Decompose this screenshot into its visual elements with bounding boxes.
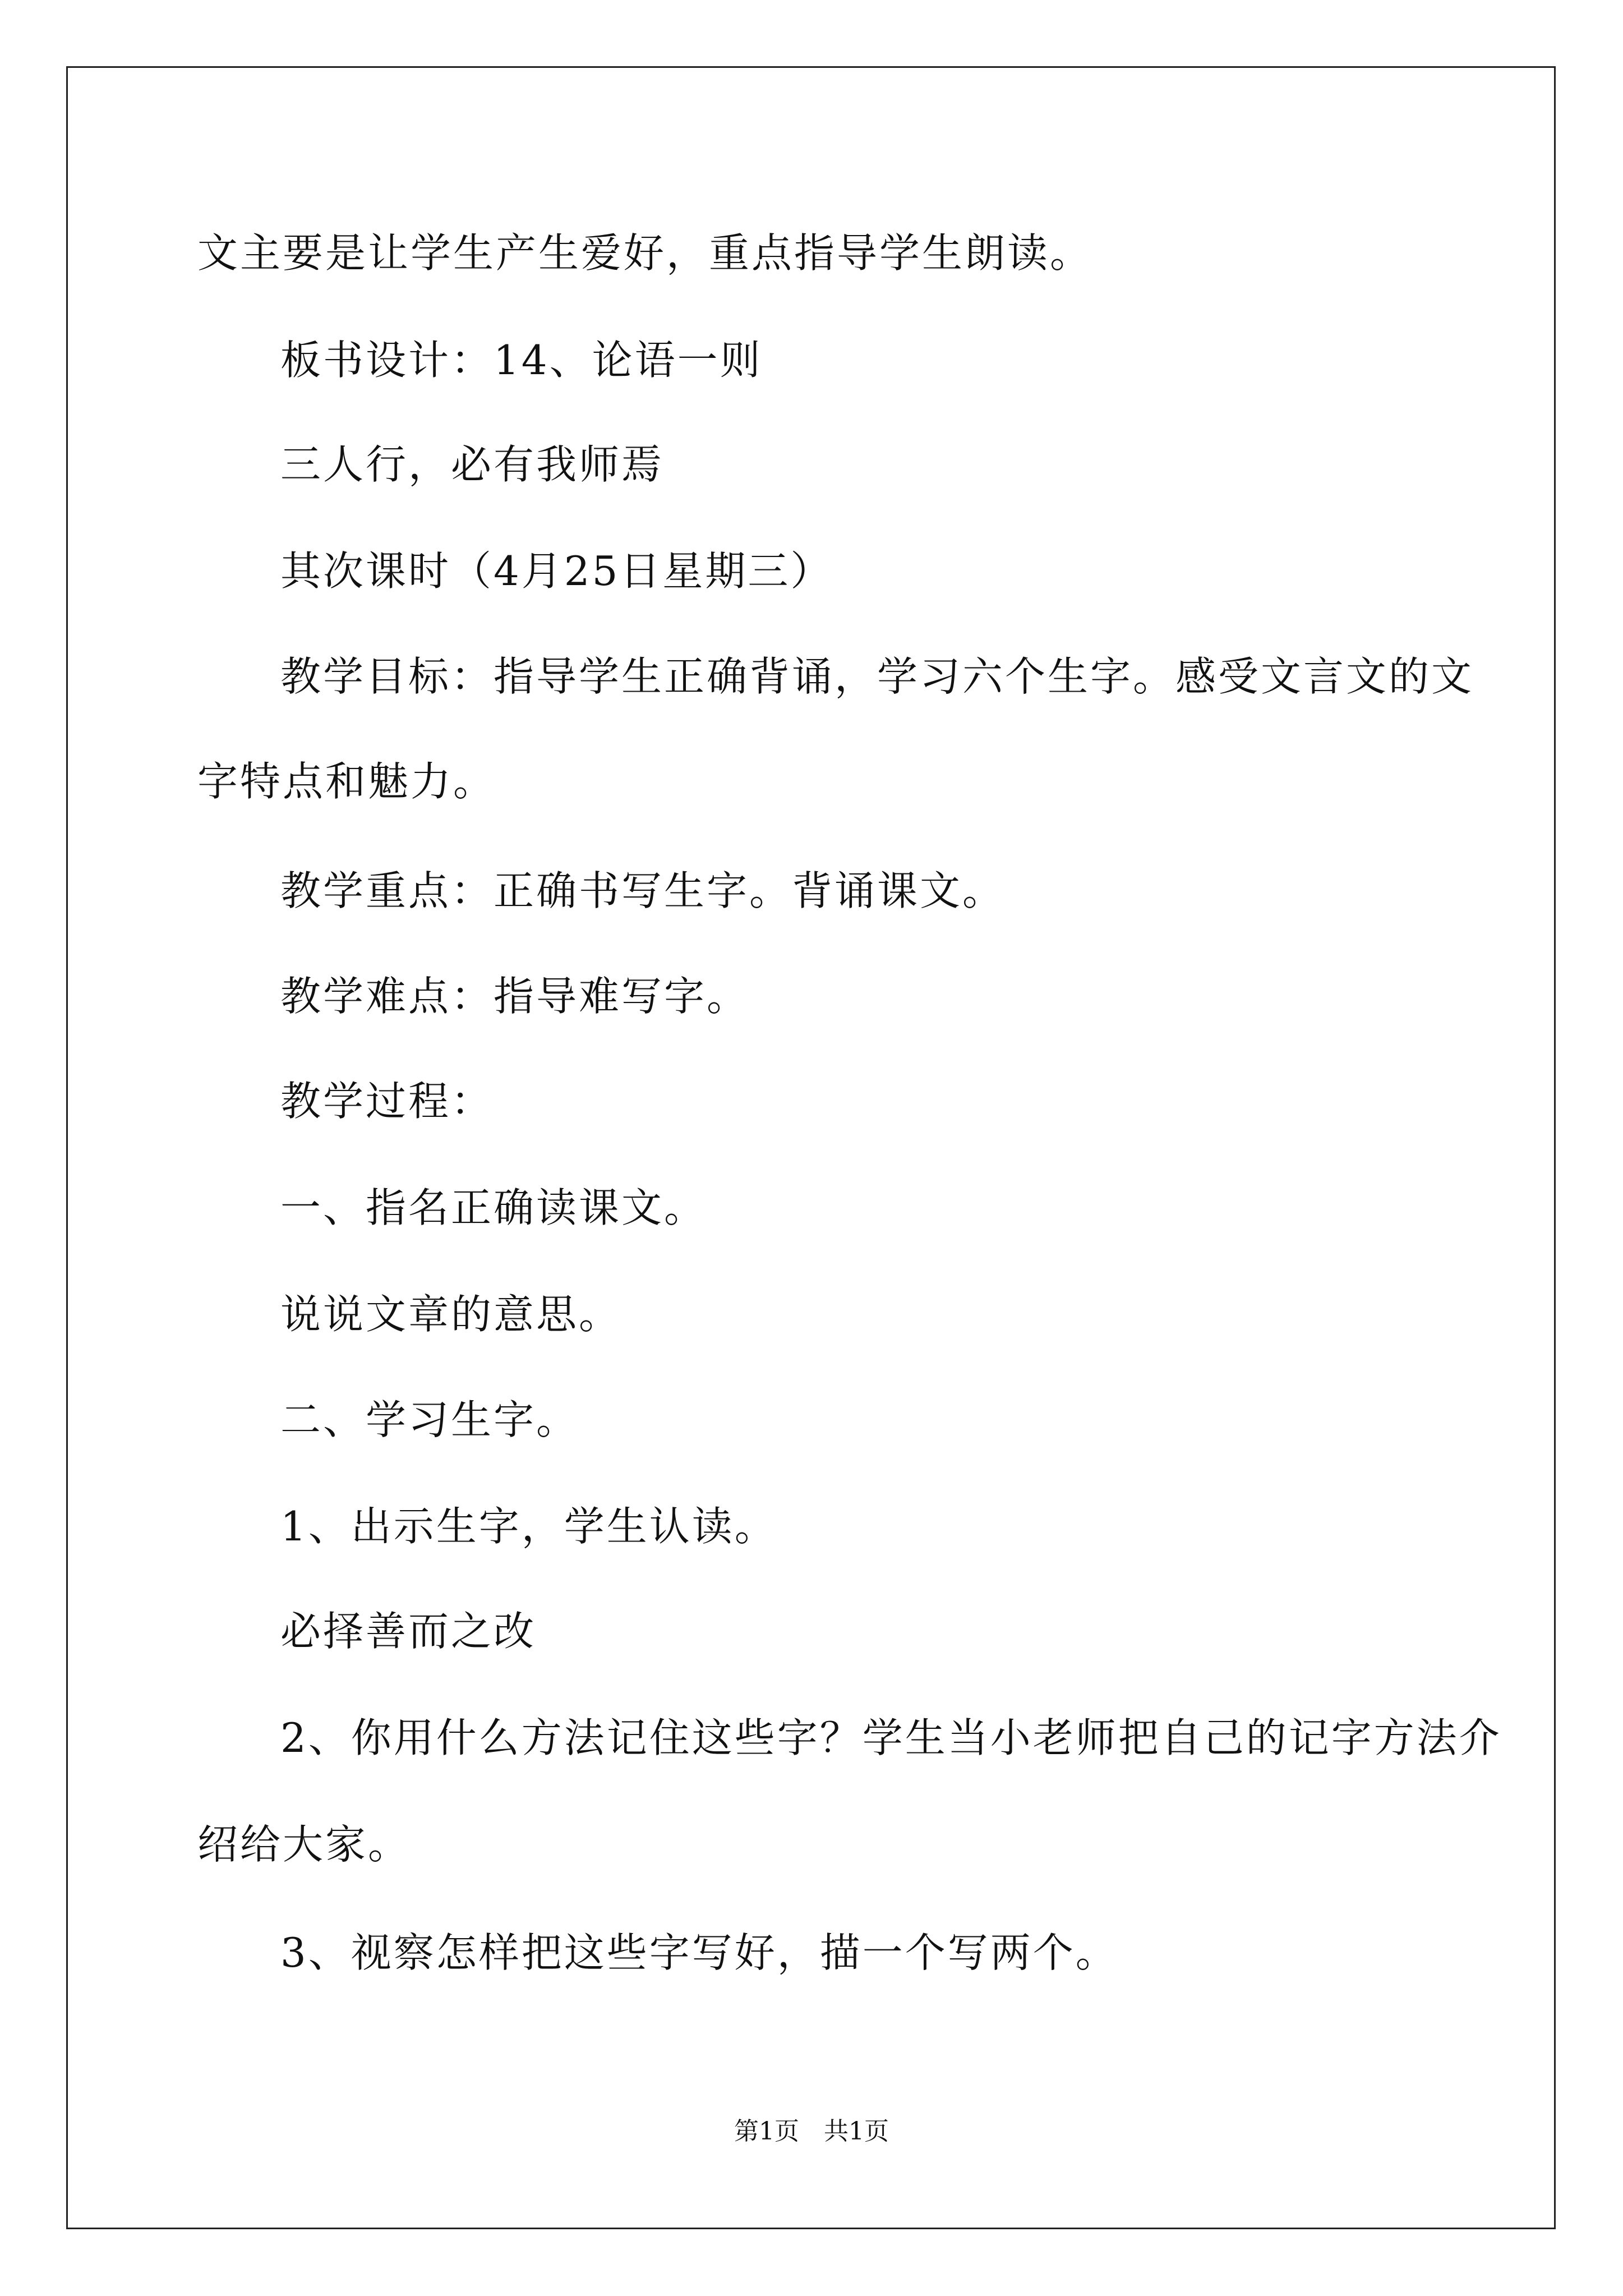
text-line-1: 文主要是让学生产生爱好，重点指导学生朗读。: [197, 229, 1093, 277]
text-line-10: 一、指名正确读课文。: [280, 1184, 707, 1231]
text-line-6: 字特点和魅力。: [197, 758, 496, 805]
text-line-3: 三人行，必有我师焉: [280, 441, 665, 488]
text-line-5: 教学目标：指导学生正确背诵，学习六个生字。感受文言文的文: [280, 653, 1474, 700]
text-line-7: 教学重点：正确书写生字。背诵课文。: [280, 867, 1006, 914]
text-line-9: 教学过程：: [280, 1078, 494, 1125]
text-line-11: 说说文章的意思。: [280, 1291, 622, 1338]
text-line-8: 教学难点：指导难写字。: [280, 973, 750, 1020]
page-border: [66, 66, 1556, 2229]
text-line-14: 必择善而之改: [280, 1608, 537, 1655]
text-line-15: 2、你用什么方法记住这些字？学生当小老师把自己的记字方法介: [280, 1714, 1502, 1761]
page-number-footer: 第1页 共1页: [734, 2117, 889, 2146]
text-line-13: 1、出示生字，学生认读。: [280, 1503, 777, 1550]
text-line-4: 其次课时（4月25日星期三）: [280, 547, 833, 595]
text-line-2: 板书设计：14、论语一则: [280, 337, 763, 384]
text-line-17: 3、视察怎样把这些字写好，描一个写两个。: [280, 1929, 1118, 1976]
text-line-16: 绍给大家。: [197, 1821, 411, 1868]
text-line-12: 二、学习生字。: [280, 1396, 579, 1443]
